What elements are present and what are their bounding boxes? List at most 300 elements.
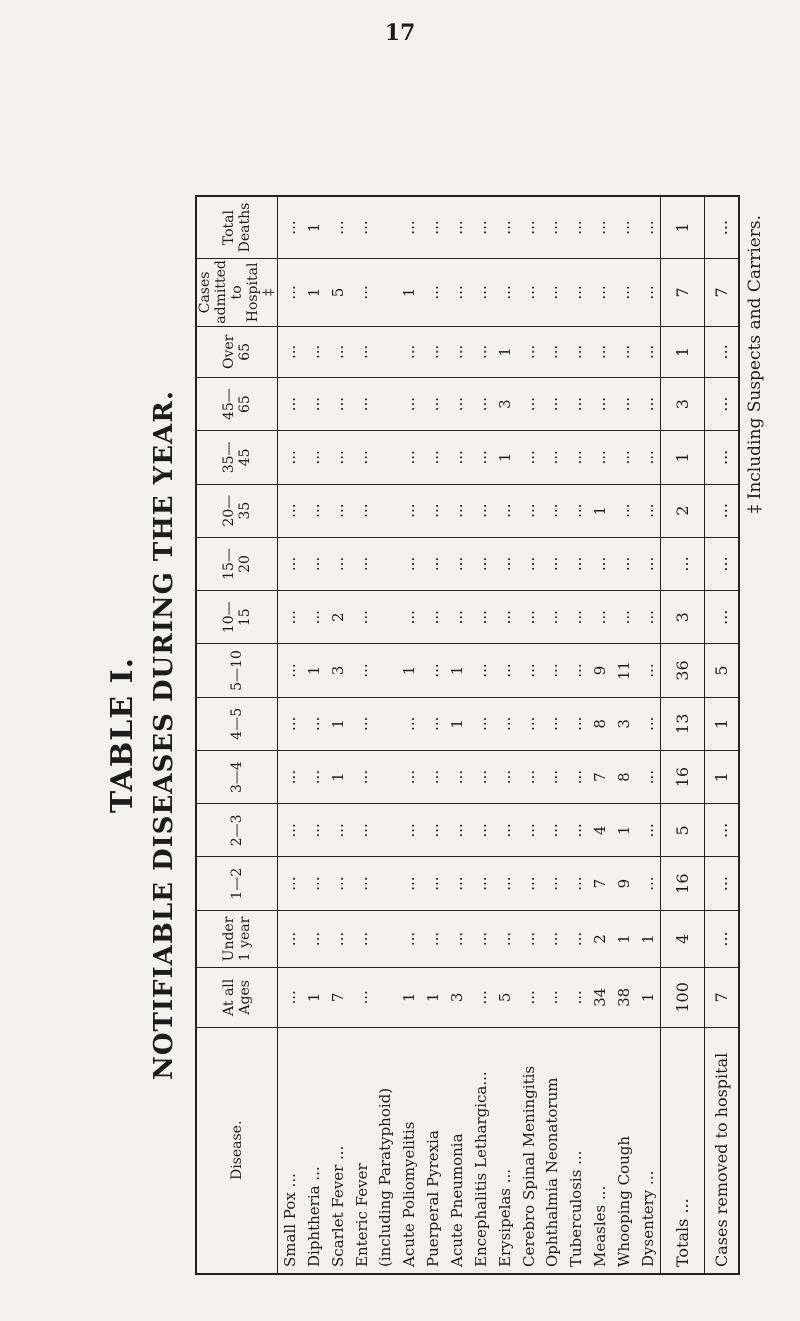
table-row bbox=[302, 197, 326, 1273]
table-cell: ... bbox=[445, 591, 469, 644]
table-cell: 11 bbox=[612, 644, 636, 697]
table-cell: ... bbox=[469, 857, 493, 910]
table-cell: ... bbox=[350, 197, 374, 259]
table-cell: ... bbox=[493, 804, 517, 857]
disease-name: Acute Pneumonia bbox=[447, 1133, 466, 1267]
table-cell: ... bbox=[445, 377, 469, 430]
table-cell: ... bbox=[564, 259, 588, 327]
table-cell: ... bbox=[350, 697, 374, 750]
table-cell: ... bbox=[493, 259, 517, 327]
table-cell bbox=[373, 484, 397, 537]
table-cell: 1 bbox=[493, 431, 517, 484]
table-cell bbox=[373, 697, 397, 750]
table-cell: ... bbox=[326, 326, 350, 377]
table-cell: ... bbox=[421, 644, 445, 697]
table-cell: ... bbox=[705, 431, 738, 484]
table-cell: 1 bbox=[421, 968, 445, 1027]
table-cell: 1 bbox=[397, 259, 421, 327]
table-cell: ... bbox=[636, 644, 660, 697]
table-cell: ... bbox=[421, 377, 445, 430]
table-cell: ... bbox=[564, 804, 588, 857]
table-cell: ... bbox=[302, 484, 326, 537]
table-cell: ... bbox=[326, 804, 350, 857]
table-cell: ... bbox=[517, 697, 541, 750]
table-cell: ... bbox=[636, 377, 660, 430]
table-cell: ... bbox=[350, 644, 374, 697]
table-cell: ... bbox=[326, 431, 350, 484]
table-cell: 1 bbox=[302, 644, 326, 697]
table-row bbox=[493, 197, 517, 1273]
table-cell: 1 bbox=[612, 804, 636, 857]
table-cell: ... bbox=[350, 591, 374, 644]
table-cell: ... bbox=[278, 968, 302, 1027]
table-header-row bbox=[197, 197, 278, 1273]
table-cell: ... bbox=[705, 537, 738, 590]
table-cell: 3 bbox=[660, 591, 704, 644]
table-cell: ... bbox=[445, 431, 469, 484]
disease-name: Ophthalmia Neonatorum bbox=[543, 1077, 562, 1267]
table-cell: ... bbox=[326, 857, 350, 910]
table-cell: ... bbox=[705, 857, 738, 910]
table-cell: ... bbox=[541, 537, 565, 590]
table-cell: ... bbox=[541, 750, 565, 803]
table-cell: ... bbox=[564, 377, 588, 430]
table-cell: ... bbox=[302, 431, 326, 484]
table-cell: ... bbox=[636, 857, 660, 910]
table-cell: ... bbox=[278, 259, 302, 327]
table-row bbox=[636, 197, 660, 1273]
table-cell: ... bbox=[541, 644, 565, 697]
table-cell: ... bbox=[278, 857, 302, 910]
table-cell bbox=[373, 537, 397, 590]
table-cell: ... bbox=[278, 644, 302, 697]
table-cell: ... bbox=[445, 857, 469, 910]
table-cell: ... bbox=[469, 591, 493, 644]
table-cell: 1 bbox=[302, 968, 326, 1027]
table-cell: ... bbox=[564, 326, 588, 377]
column-header: At all Ages bbox=[197, 968, 278, 1027]
table-cell: ... bbox=[705, 377, 738, 430]
table-cell: ... bbox=[517, 857, 541, 910]
table-cell: ... bbox=[421, 537, 445, 590]
table-cell: ... bbox=[541, 697, 565, 750]
table-row bbox=[326, 197, 350, 1273]
table-row bbox=[278, 197, 302, 1273]
table-cell: ... bbox=[588, 197, 612, 259]
table-cell: 8 bbox=[612, 750, 636, 803]
table-cell: 36 bbox=[660, 644, 704, 697]
table-cell: ... bbox=[445, 484, 469, 537]
table-cell: ... bbox=[541, 431, 565, 484]
table-cell: ... bbox=[469, 484, 493, 537]
table-cell: 9 bbox=[612, 857, 636, 910]
table-cell: 8 bbox=[588, 697, 612, 750]
footnote: ‡ Including Suspects and Carriers. bbox=[745, 215, 765, 514]
table-cell: 1 bbox=[397, 968, 421, 1027]
table-cell: ... bbox=[612, 484, 636, 537]
table-cell: ... bbox=[541, 484, 565, 537]
table-cell: ... bbox=[564, 197, 588, 259]
table-cell: ... bbox=[636, 750, 660, 803]
table-cell: ... bbox=[326, 377, 350, 430]
table-cell bbox=[373, 591, 397, 644]
disease-name: Tuberculosis ... bbox=[567, 1150, 586, 1267]
table-cell: ... bbox=[705, 591, 738, 644]
table-cell: 1 bbox=[445, 697, 469, 750]
table-cell: ... bbox=[517, 326, 541, 377]
table-cell: ... bbox=[493, 644, 517, 697]
table-cell: 2 bbox=[588, 910, 612, 967]
table-cell: ... bbox=[517, 197, 541, 259]
disease-name: (including Paratyphoid) bbox=[376, 1087, 395, 1267]
table-row bbox=[564, 197, 588, 1273]
table-cell: ... bbox=[705, 326, 738, 377]
table-cell: 1 bbox=[397, 644, 421, 697]
disease-name: Scarlet Fever ... bbox=[328, 1145, 347, 1267]
table-cell: ... bbox=[350, 431, 374, 484]
table-cell: ... bbox=[588, 377, 612, 430]
table-cell bbox=[373, 750, 397, 803]
table-cell: ... bbox=[278, 750, 302, 803]
table-cell: ... bbox=[397, 537, 421, 590]
table-cell: ... bbox=[517, 537, 541, 590]
table-cell: ... bbox=[397, 910, 421, 967]
table-cell: ... bbox=[612, 197, 636, 259]
table-cell: ... bbox=[517, 591, 541, 644]
table-cell: ... bbox=[517, 804, 541, 857]
table-body bbox=[278, 197, 739, 1273]
table-cell: ... bbox=[421, 697, 445, 750]
table-cell: ... bbox=[636, 431, 660, 484]
table-cell: 1 bbox=[660, 326, 704, 377]
table-row bbox=[397, 197, 421, 1273]
table-cell bbox=[373, 804, 397, 857]
table-cell: ... bbox=[302, 750, 326, 803]
table-cell: ... bbox=[564, 857, 588, 910]
table-cell: ... bbox=[397, 591, 421, 644]
table-cell: 7 bbox=[660, 259, 704, 327]
table-cell: ... bbox=[541, 910, 565, 967]
table-title: TABLE I. bbox=[105, 656, 140, 814]
table-cell: ... bbox=[469, 697, 493, 750]
table-cell: ... bbox=[588, 326, 612, 377]
table-cell: ... bbox=[612, 591, 636, 644]
disease-name: Measles ... bbox=[591, 1185, 610, 1267]
column-header: Under 1 year bbox=[197, 910, 278, 967]
table-cell: ... bbox=[397, 857, 421, 910]
table-cell: ... bbox=[350, 484, 374, 537]
table-cell: ... bbox=[397, 377, 421, 430]
table-cell: ... bbox=[541, 197, 565, 259]
table-cell bbox=[373, 910, 397, 967]
table-cell: ... bbox=[350, 377, 374, 430]
table-cell: ... bbox=[636, 804, 660, 857]
table-cell: ... bbox=[350, 968, 374, 1027]
table-cell: ... bbox=[397, 431, 421, 484]
table-cell: 7 bbox=[705, 259, 738, 327]
notifiable-diseases-table bbox=[197, 197, 738, 1273]
table-cell bbox=[373, 197, 397, 259]
table-cell: ... bbox=[493, 697, 517, 750]
rotated-table-page bbox=[105, 195, 765, 1275]
table-cell: ... bbox=[588, 591, 612, 644]
table-cell: ... bbox=[397, 697, 421, 750]
table-cell: ... bbox=[636, 484, 660, 537]
table-cell: ... bbox=[636, 537, 660, 590]
column-header: Cases admitted to Hospital ‡ bbox=[197, 259, 278, 327]
table-cell: ... bbox=[326, 910, 350, 967]
table-cell: ... bbox=[421, 857, 445, 910]
table-cell: ... bbox=[397, 484, 421, 537]
table-cell: ... bbox=[493, 857, 517, 910]
table-cell: ... bbox=[517, 259, 541, 327]
table-cell: 1 bbox=[705, 697, 738, 750]
table-cell: ... bbox=[302, 537, 326, 590]
table-cell: ... bbox=[469, 804, 493, 857]
table-cell bbox=[373, 326, 397, 377]
table-cell: ... bbox=[278, 910, 302, 967]
table-cell: ... bbox=[421, 431, 445, 484]
table-cell: 2 bbox=[660, 484, 704, 537]
table-cell bbox=[373, 259, 397, 327]
table-cell: ... bbox=[421, 804, 445, 857]
table-cell: ... bbox=[397, 197, 421, 259]
table-cell: ... bbox=[302, 377, 326, 430]
table-cell: ... bbox=[705, 910, 738, 967]
table-cell: ... bbox=[705, 197, 738, 259]
table-cell: ... bbox=[469, 197, 493, 259]
table-cell: 38 bbox=[612, 968, 636, 1027]
table-cell: 1 bbox=[636, 910, 660, 967]
table-cell: ... bbox=[302, 697, 326, 750]
table-cell: ... bbox=[517, 644, 541, 697]
table-cell: 16 bbox=[660, 750, 704, 803]
table-cell: ... bbox=[636, 326, 660, 377]
disease-name: Cases removed to hospital bbox=[705, 1027, 738, 1273]
table-cell: ... bbox=[445, 197, 469, 259]
table-cell: 1 bbox=[326, 750, 350, 803]
table-cell: ... bbox=[278, 697, 302, 750]
table-cell: ... bbox=[541, 326, 565, 377]
table-cell: 2 bbox=[326, 591, 350, 644]
table-cell: 1 bbox=[493, 326, 517, 377]
column-header: Total Deaths bbox=[197, 197, 278, 259]
table-cell bbox=[373, 377, 397, 430]
table-cell: ... bbox=[564, 910, 588, 967]
table-cell: ... bbox=[705, 804, 738, 857]
column-header: 1—2 bbox=[197, 857, 278, 910]
table-cell: ... bbox=[541, 591, 565, 644]
table-cell: ... bbox=[326, 197, 350, 259]
table-row bbox=[350, 197, 374, 1273]
table-cell: 1 bbox=[612, 910, 636, 967]
table-cell: ... bbox=[636, 259, 660, 327]
table-cell bbox=[373, 431, 397, 484]
table-cell: 5 bbox=[660, 804, 704, 857]
table-cell: 5 bbox=[326, 259, 350, 327]
table-cell: ... bbox=[350, 910, 374, 967]
column-header: 5—10 bbox=[197, 644, 278, 697]
table-cell: ... bbox=[493, 750, 517, 803]
table-cell: ... bbox=[612, 377, 636, 430]
table-cell bbox=[373, 857, 397, 910]
table-cell: ... bbox=[326, 537, 350, 590]
table-cell: ... bbox=[469, 326, 493, 377]
table-cell: ... bbox=[302, 910, 326, 967]
table-cell: ... bbox=[278, 804, 302, 857]
table-cell: ... bbox=[326, 484, 350, 537]
table-cell: 1 bbox=[326, 697, 350, 750]
table-cell: ... bbox=[302, 857, 326, 910]
table-cell: ... bbox=[397, 804, 421, 857]
column-header: Over 65 bbox=[197, 326, 278, 377]
table-cell: 1 bbox=[660, 197, 704, 259]
column-header: 15—20 bbox=[197, 537, 278, 590]
table-cell: ... bbox=[445, 537, 469, 590]
column-header: 45—65 bbox=[197, 377, 278, 430]
column-header: 35—45 bbox=[197, 431, 278, 484]
table-cell: 7 bbox=[588, 857, 612, 910]
disease-name: Acute Poliomyelitis bbox=[400, 1121, 419, 1267]
table-cell: ... bbox=[612, 537, 636, 590]
table-cell: 34 bbox=[588, 968, 612, 1027]
table-cell: ... bbox=[588, 537, 612, 590]
totals-row bbox=[660, 197, 704, 1273]
table-cell: ... bbox=[564, 644, 588, 697]
table-cell bbox=[373, 968, 397, 1027]
table-cell: 3 bbox=[612, 697, 636, 750]
table-cell: 4 bbox=[588, 804, 612, 857]
table-cell: 5 bbox=[493, 968, 517, 1027]
table-cell: ... bbox=[636, 591, 660, 644]
table-cell: ... bbox=[705, 484, 738, 537]
table-cell: ... bbox=[421, 591, 445, 644]
table-cell: 16 bbox=[660, 857, 704, 910]
table-cell: 4 bbox=[660, 910, 704, 967]
table-cell: 1 bbox=[302, 259, 326, 327]
table-cell: ... bbox=[612, 326, 636, 377]
table-row bbox=[373, 197, 397, 1273]
table-cell: 3 bbox=[445, 968, 469, 1027]
table-row bbox=[588, 197, 612, 1273]
page-number: 17 bbox=[384, 20, 416, 46]
table-cell: ... bbox=[278, 537, 302, 590]
disease-name: Enteric Fever bbox=[352, 1163, 371, 1267]
column-header: 10—15 bbox=[197, 591, 278, 644]
table-cell: ... bbox=[421, 259, 445, 327]
table-cell: ... bbox=[350, 326, 374, 377]
table-cell: ... bbox=[469, 377, 493, 430]
disease-name: Encephalitis Lethargica... bbox=[471, 1071, 490, 1267]
table-cell: ... bbox=[278, 431, 302, 484]
table-cell: ... bbox=[350, 804, 374, 857]
table-cell: ... bbox=[612, 259, 636, 327]
table-cell: 1 bbox=[302, 197, 326, 259]
table-cell: ... bbox=[493, 484, 517, 537]
table-cell: ... bbox=[660, 537, 704, 590]
table-cell: ... bbox=[541, 804, 565, 857]
table-cell: ... bbox=[469, 644, 493, 697]
table-cell: ... bbox=[564, 968, 588, 1027]
removed-to-hospital-row bbox=[705, 197, 738, 1273]
disease-name: Totals ... bbox=[660, 1027, 704, 1273]
table-cell: 13 bbox=[660, 697, 704, 750]
disease-name: Erysipelas ... bbox=[495, 1168, 514, 1267]
table-cell: ... bbox=[564, 537, 588, 590]
table-cell: ... bbox=[517, 968, 541, 1027]
table-subtitle: NOTIFIABLE DISEASES DURING THE YEAR. bbox=[149, 390, 179, 1080]
table-cell: 7 bbox=[326, 968, 350, 1027]
table-cell: ... bbox=[421, 197, 445, 259]
table-row bbox=[541, 197, 565, 1273]
table-row bbox=[421, 197, 445, 1273]
disease-name: Small Pox ... bbox=[280, 1173, 299, 1267]
table-cell: 1 bbox=[636, 968, 660, 1027]
table-cell: ... bbox=[493, 910, 517, 967]
table-cell: ... bbox=[469, 537, 493, 590]
table-cell: ... bbox=[278, 326, 302, 377]
table-cell: ... bbox=[278, 591, 302, 644]
table-cell: 3 bbox=[660, 377, 704, 430]
table-cell: ... bbox=[612, 431, 636, 484]
table-cell: ... bbox=[397, 750, 421, 803]
table-cell: ... bbox=[564, 484, 588, 537]
table-cell: ... bbox=[564, 431, 588, 484]
table-cell: ... bbox=[469, 910, 493, 967]
table-cell: ... bbox=[541, 259, 565, 327]
table-cell: ... bbox=[493, 537, 517, 590]
table-cell: ... bbox=[421, 910, 445, 967]
table-cell: ... bbox=[302, 326, 326, 377]
table-cell: ... bbox=[445, 750, 469, 803]
table-cell: ... bbox=[493, 591, 517, 644]
table-cell: ... bbox=[445, 804, 469, 857]
table-cell: ... bbox=[302, 591, 326, 644]
table-cell: ... bbox=[541, 377, 565, 430]
table-cell: ... bbox=[421, 484, 445, 537]
table-cell: ... bbox=[517, 750, 541, 803]
column-header: 4—5 bbox=[197, 697, 278, 750]
table-cell: 5 bbox=[705, 644, 738, 697]
disease-name: Puerperal Pyrexia bbox=[424, 1130, 443, 1267]
table-cell: 1 bbox=[660, 431, 704, 484]
table-cell: ... bbox=[588, 259, 612, 327]
table-cell: ... bbox=[469, 968, 493, 1027]
table-cell: 1 bbox=[705, 750, 738, 803]
table-cell: ... bbox=[278, 377, 302, 430]
table-cell: ... bbox=[278, 484, 302, 537]
table-cell: ... bbox=[421, 326, 445, 377]
table-cell: ... bbox=[564, 697, 588, 750]
disease-name: Cerebro Spinal Meningitis bbox=[519, 1065, 538, 1267]
table-cell: 7 bbox=[705, 968, 738, 1027]
disease-name: Dysentery ... bbox=[638, 1170, 657, 1267]
table-cell: ... bbox=[588, 431, 612, 484]
table-cell: ... bbox=[493, 197, 517, 259]
table-cell: ... bbox=[636, 197, 660, 259]
table-cell: ... bbox=[469, 750, 493, 803]
column-header: 2—3 bbox=[197, 804, 278, 857]
table-cell: ... bbox=[517, 910, 541, 967]
table-cell: ... bbox=[445, 259, 469, 327]
table-row bbox=[612, 197, 636, 1273]
disease-name: Diphtheria ... bbox=[304, 1166, 323, 1267]
table-cell: ... bbox=[302, 804, 326, 857]
table-cell: ... bbox=[469, 259, 493, 327]
table-cell: 1 bbox=[445, 644, 469, 697]
table-row bbox=[517, 197, 541, 1273]
column-header: 3—4 bbox=[197, 750, 278, 803]
